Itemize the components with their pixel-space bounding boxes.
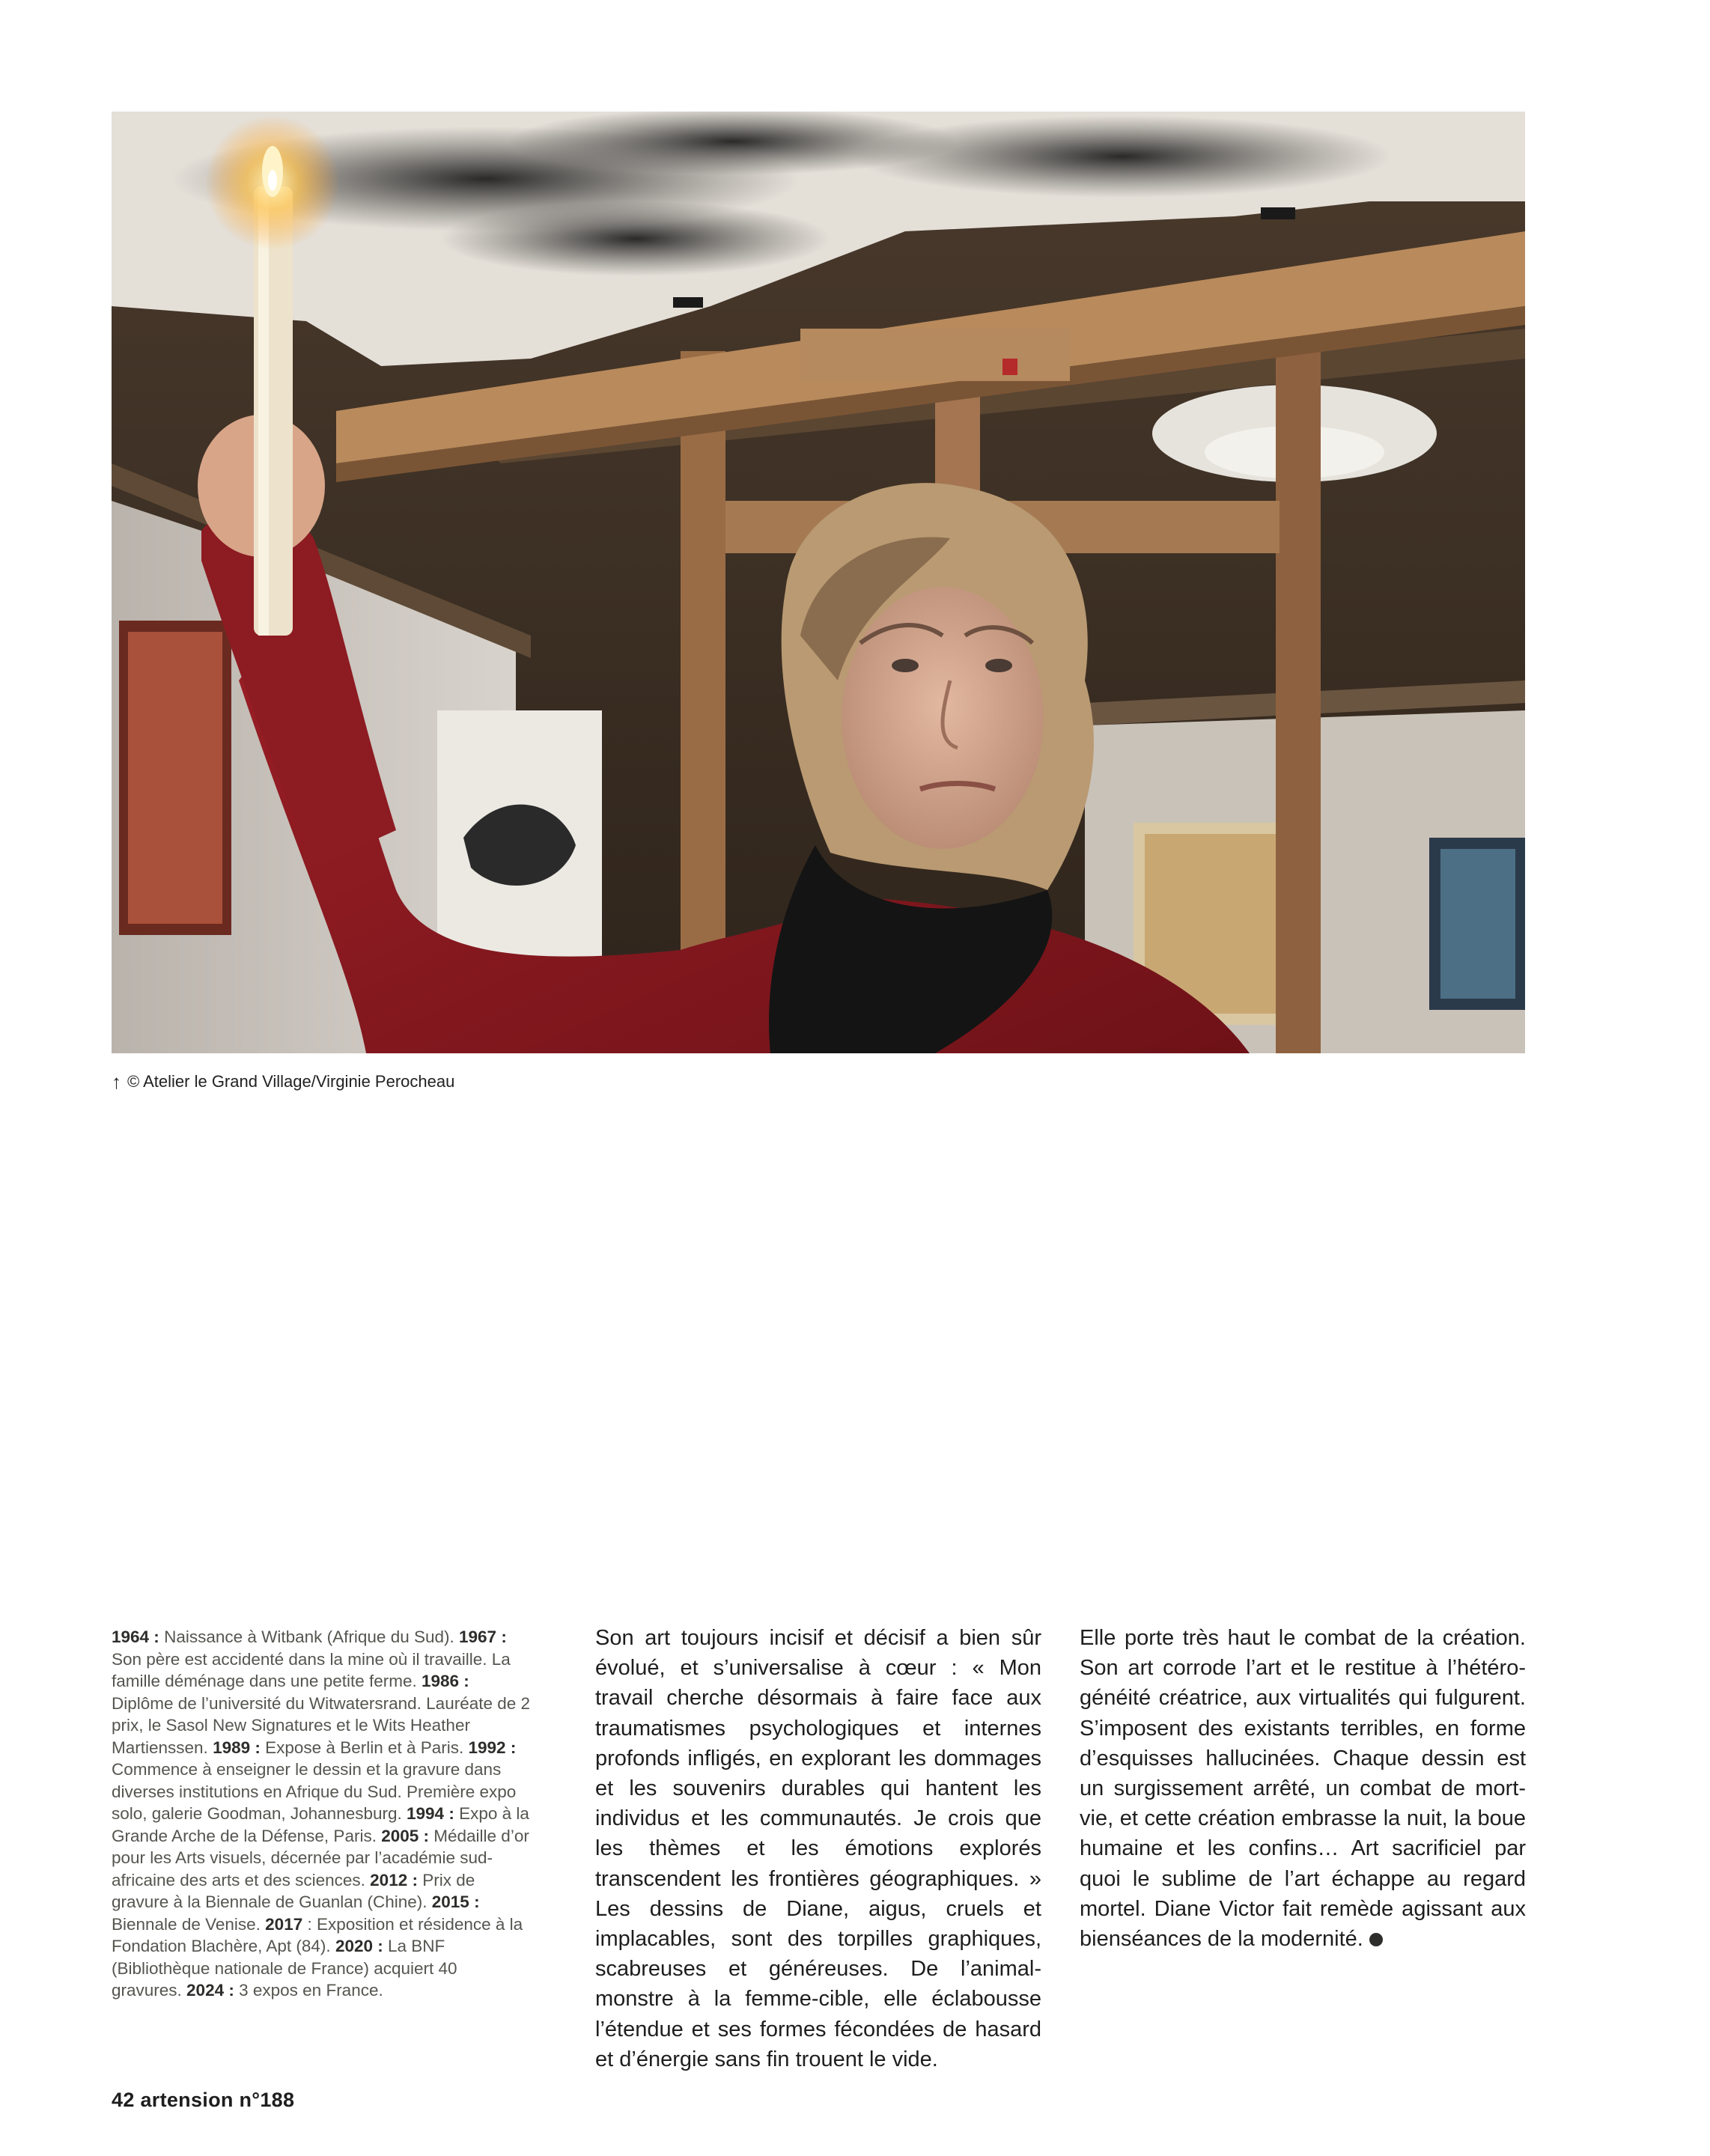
chronology-text: Expose à Berlin et à Paris. [260, 1738, 469, 1757]
artist-photo [112, 112, 1525, 1053]
article-column-3-text: Elle porte très haut le combat de la création. Son art corrode l’art et le restitue à l’hétérogénéité créatrice, aux virtualités qui fulgurent. S’imposent des existants terribles, en forme d’esquisses hallucinées. Chaque dessin est un surgissement arrêté, un combat de mort-vie, et cette création embrasse la nuit, la boue humaine et les confins… Art sacrificiel par quoi le sublime de l’art échappe au regard mortel. Diane Victor fait remède agissant aux bienséances de la modernité. [1080, 1626, 1526, 1952]
chronology-text: Commence à enseigner le dessin et la gravure dans diverses institutions en Afrique du Sud. Première expo solo, galerie Goodman, Johannesburg. [112, 1760, 517, 1823]
chronology-year: 1986 : [422, 1672, 469, 1690]
artist-photo-illustration [112, 112, 1525, 1053]
arrow-up-icon: ↑ [112, 1071, 121, 1093]
chronology-text: Biennale de Venise. [112, 1914, 266, 1934]
chronology-text: Diplôme de l’université du Witwatersrand. Lauréate de 2 prix, le Sasol New Signatures et le Wits Heather Martienssen. [112, 1693, 531, 1757]
chronology-year: 1994 : [407, 1804, 454, 1823]
chronology-text: 3 expos en France. [234, 1981, 383, 2000]
chronology-year: 2012 : [370, 1870, 418, 1889]
chronology-text: Médaille d’or pour les Arts visuels, décernée par l’académie sud-africaine des arts et des sciences. [112, 1826, 529, 1889]
page-number: 42 [112, 2089, 135, 2111]
chronology-year: 2020 : [335, 1937, 383, 1955]
chronology [112, 1626, 531, 2002]
chronology-year: 2005 : [381, 1826, 430, 1845]
chronology-year: 1989 : [213, 1738, 261, 1757]
end-mark-icon [1369, 1933, 1383, 1946]
article-column-2: Son art toujours incisif et décisif a bien sûr évolué, et s’universalise à cœur : « Mon travail cherche désormais à faire face aux traumatismes psychologiques et internes profonds infligés, en explorant les dommages et les souvenirs durables qui hantent les individus et les communautés. Je crois que les thèmes et les émotions explorés transcendent les frontières géographiques. » Les dessins de Diane, aigus, cruels et implacables, sont des torpilles graphiques, scabreuses et généreuses. De l’animal-monstre à la femme-cible, elle éclabousse l’étendue et ses formes fécondées de hasard et d’énergie sans fin trouent le vide. [595, 1626, 1041, 2071]
photo-credit [112, 1071, 454, 1093]
chronology-year: 1964 : [112, 1627, 159, 1646]
chronology-text: Naissance à Witbank (Afrique du Sud). [159, 1627, 460, 1646]
folio [112, 2089, 294, 2112]
photo-credit-text: © Atelier le Grand Village/Virginie Perocheau [127, 1072, 455, 1091]
chronology-text: Prix de gravure à la Biennale de Guanlan (Chine). [112, 1870, 475, 1911]
magazine-name: artension n°188 [140, 2089, 295, 2111]
chronology-text: Son père est accidenté dans la mine où il travaille. La famille déménage dans une petite ferme. [112, 1649, 511, 1690]
chronology-year: 2024 : [186, 1981, 234, 2000]
chronology-text: La BNF (Bibliothèque nationale de France) acquiert 40 gravures. [112, 1937, 457, 2000]
chronology-year: 2017 [265, 1914, 303, 1934]
chronology-year: 2015 : [431, 1892, 480, 1911]
chronology-year: 1967 : [459, 1627, 507, 1646]
chronology-text: Expo à la Grande Arche de la Défense, Paris. [112, 1804, 529, 1845]
chronology-text: : Exposition et résidence à la Fondation Blachère, Apt (84). [112, 1914, 523, 1955]
chronology-year: 1992 : [468, 1738, 517, 1757]
article-column-3 [1080, 1623, 1526, 1954]
